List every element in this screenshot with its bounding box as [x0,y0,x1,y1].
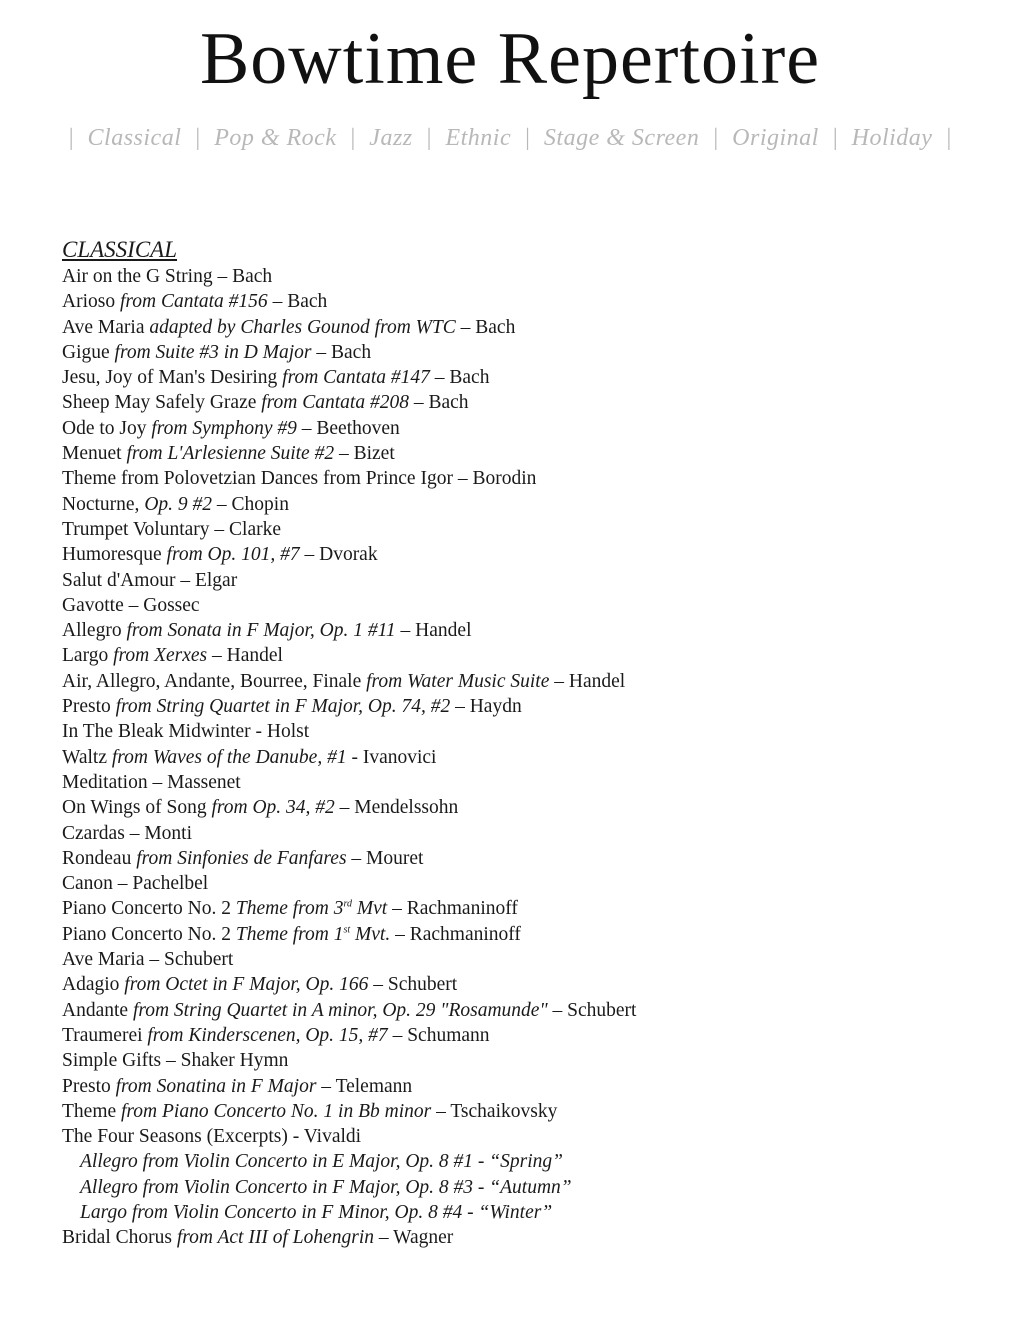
composer-separator: – [408,392,429,414]
composer-name: Mouret [366,847,424,869]
list-item [62,947,1002,972]
list-item [62,289,1002,314]
composer-separator: – [311,341,332,363]
composer-name: Handel [415,620,472,642]
composer-name: Massenet [167,771,241,793]
composer-separator: – [455,316,476,338]
composer-separator: – [175,569,195,591]
composer-separator: – [212,493,232,515]
composer-name: Pachelbel [132,873,209,895]
composer-name: Handel [226,645,283,667]
piece-source: from String Quartet in F Major, Op. 74, #2 [115,696,451,718]
piece-title: Piano Concerto No. 2 [62,923,236,945]
piece-title: Czardas [62,822,125,844]
list-item [62,972,1002,997]
piece-title: Salut d'Amour [62,569,176,591]
composer-separator: – [123,594,144,616]
composer-name: Elgar [194,569,238,591]
composer-separator: - [346,746,363,768]
nav-separator: | [426,125,432,151]
piece-title: Humoresque [62,544,167,566]
piece-source-suffix: Mvt. [350,923,391,945]
piece-title: Menuet [62,443,127,465]
composer-separator: – [316,1075,336,1097]
composer-separator: – [387,898,407,920]
piece-title: Meditation [62,771,148,793]
piece-title: Presto [62,1075,116,1097]
composer-name: Gossec [143,594,200,616]
section-heading: CLASSICAL [62,237,178,262]
composer-name: Rachmaninoff [406,898,518,920]
piece-title: Simple Gifts [62,1050,162,1072]
nav-link-holiday[interactable]: Holiday [851,125,933,151]
piece-source: from Piano Concerto No. 1 in Bb minor [121,1100,432,1122]
composer-name: Vivaldi [303,1126,362,1148]
piece-source: from Waves of the Danube, #1 [111,746,347,768]
composer-separator: – [346,847,367,869]
piece-title: Ave Maria [62,949,145,971]
piece-title: Andante [62,999,133,1021]
piece-title: Rondeau [62,847,137,869]
composer-name: Monti [144,822,192,844]
list-item [62,618,1002,643]
piece-source: from Cantata #147 [282,367,430,389]
composer-name: Bach [475,316,516,338]
composer-separator: – [299,544,320,566]
piece-title: Bridal Chorus [62,1227,177,1249]
list-item [62,315,1002,340]
composer-name: Bach [287,291,328,313]
piece-source: from L'Arlesienne Suite #2 [126,443,335,465]
nav-separator: | [195,125,201,151]
list-item [62,517,1002,542]
nav-separator: | [68,125,74,151]
piece-source: from Kinderscenen, Op. 15, #7 [147,1024,388,1046]
list-item [62,390,1002,415]
composer-separator: – [207,645,227,667]
nav-link-pop-rock[interactable]: Pop & Rock [214,125,337,151]
piece-title: On Wings of Song [62,797,212,819]
piece-source: from String Quartet in A minor, Op. 29 "Rosamunde" [132,999,548,1021]
piece-source: adapted by Charles Gounod from WTC [149,316,456,338]
piece-source: Theme from 1 [235,923,344,945]
composer-separator: - [287,1126,304,1148]
composer-separator: – [431,1100,451,1122]
piece-source: from Sinfonies de Fanfares [136,847,347,869]
piece-title: Presto [62,696,116,718]
list-item [62,795,1002,820]
piece-title: Jesu, Joy of Man's Desiring [62,367,283,389]
piece-source: from Water Music Suite [366,670,550,692]
composer-name: Schubert [567,999,637,1021]
piece-title: Gigue [62,341,115,363]
list-item [62,1023,1002,1048]
piece-source: from Suite #3 in D Major [114,341,312,363]
classical-section [62,236,1002,1251]
composer-name: Telemann [335,1075,413,1097]
piece-source-suffix: Mvt [352,898,388,920]
ordinal-suffix: st [343,924,351,936]
piece-title: Canon [62,873,113,895]
piece-title: Air, Allegro, Andante, Bourree, Finale [62,670,367,692]
composer-name: Wagner [393,1227,454,1249]
composer-separator: – [395,620,416,642]
nav-separator: | [350,125,356,151]
composer-name: Schubert [163,949,234,971]
composer-separator: – [374,1227,394,1249]
list-item [62,719,1002,744]
piece-title: Theme [62,1100,122,1122]
list-item [62,846,1002,871]
composer-separator: – [334,797,355,819]
piece-title: Ave Maria [62,316,150,338]
piece-title: Nocturne, [62,493,145,515]
nav-separator: | [946,125,952,151]
composer-separator: – [334,443,354,465]
piece-source: from Cantata #208 [261,392,409,414]
nav-separator: | [525,125,530,151]
composer-separator: – [161,1050,181,1072]
list-item [62,441,1002,466]
composer-separator: – [368,974,388,996]
composer-name: Clarke [229,518,282,540]
composer-separator: - [250,721,267,743]
composer-separator: – [124,822,145,844]
composer-name: Bach [232,266,273,287]
piece-source: from Symphony #9 [151,417,297,439]
composer-name: Haydn [469,696,522,718]
piece-source: Op. 9 #2 [144,493,213,515]
nav-link-classical[interactable]: Classical [87,125,182,151]
composer-separator: – [549,670,569,692]
composer-name: Tschaikovsky [450,1100,558,1122]
page-title: Bowtime Repertoire [199,18,821,100]
list-item [62,1074,1002,1099]
list-item [62,542,1002,567]
composer-separator: – [112,873,133,895]
list-item [62,922,1002,947]
piece-title: Theme from Polovetzian Dances from Prince Igor [62,468,453,490]
composer-name: Rachmaninoff [409,923,521,945]
piece-title: Allegro [62,620,127,642]
list-item [62,643,1002,668]
list-item [62,1149,1002,1174]
ordinal-suffix: rd [343,898,352,910]
list-item [62,1124,1002,1149]
composer-name: Shaker Hymn [180,1050,289,1072]
list-item [62,745,1002,770]
composer-separator: – [429,367,450,389]
piece-title: Waltz [62,746,112,768]
composer-name: Bach [331,341,372,363]
composer-name: Ivanovici [362,746,437,768]
piece-source: from Octet in F Major, Op. 166 [124,974,369,996]
genre-nav [0,125,1020,152]
piece-title: In The Bleak Midwinter [62,721,251,743]
nav-link-ethnic[interactable]: Ethnic [445,125,512,151]
piece-title: Traumerei [62,1024,148,1046]
composer-name: Schumann [407,1024,490,1046]
composer-separator: – [209,518,230,540]
piece-source: from Sonatina in F Major [115,1075,317,1097]
composer-name: Bach [449,367,490,389]
list-item [62,340,1002,365]
list-item [62,466,1002,491]
nav-separator: | [713,125,719,151]
composer-separator: – [296,417,317,439]
piece-source: from Op. 34, #2 [211,797,335,819]
list-item [62,1099,1002,1124]
piece-source: from Cantata #156 [119,291,268,313]
composer-name: Bach [428,392,469,414]
list-item [62,770,1002,795]
movement-text: Largo from Violin Concerto in F Minor, Op. 8 #4 - “Winter” [80,1201,553,1223]
list-item [62,365,1002,390]
movement-text: Allegro from Violin Concerto in F Major, Op. 8 #3 - “Autumn” [80,1176,572,1198]
composer-name: Holst [266,721,310,743]
composer-name: Dvorak [319,544,378,566]
list-item [62,1200,1002,1225]
list-item [62,896,1002,921]
list-item [62,492,1002,517]
piece-source: from Xerxes [113,645,208,667]
nav-separator: | [832,125,838,151]
piece-source: from Act III of Lohengrin [176,1227,374,1249]
list-item [62,416,1002,441]
piece-source: from Op. 101, #7 [166,544,300,566]
composer-separator: – [212,266,233,287]
piece-source: from Sonata in F Major, Op. 1 #11 [126,620,396,642]
list-item [62,998,1002,1023]
composer-separator: – [547,999,568,1021]
nav-link-stage-screen[interactable]: Stage & Screen [543,125,700,151]
list-item [62,1048,1002,1073]
composer-name: Borodin [472,468,537,490]
list-item [62,821,1002,846]
piece-title: The Four Seasons (Excerpts) [62,1126,288,1148]
list-item [62,568,1002,593]
list-item [62,264,1002,289]
piece-source: Theme from 3 [235,898,344,920]
piece-title: Air on the G String [62,266,213,287]
list-item [62,669,1002,694]
composer-name: Schubert [387,974,458,996]
composer-separator: – [450,696,470,718]
composer-name: Chopin [231,493,289,515]
movement-text: Allegro from Violin Concerto in E Major, Op. 8 #1 - “Spring” [80,1151,563,1173]
piece-title: Ode to Joy [62,417,152,439]
composer-separator: – [390,923,410,945]
list-item [62,593,1002,618]
piece-title: Largo [62,645,114,667]
composer-name: Handel [568,670,626,692]
piece-title: Piano Concerto No. 2 [62,898,236,920]
piece-title: Gavotte [62,594,124,616]
piece-title: Trumpet Voluntary [62,518,210,540]
list-item [62,694,1002,719]
composer-separator: – [267,291,288,313]
piece-title: Arioso [62,291,120,313]
list-item [62,1175,1002,1200]
composer-separator: – [452,468,473,490]
piece-title: Sheep May Safely Graze [62,392,262,414]
composer-name: Mendelssohn [354,797,459,819]
composer-separator: – [387,1024,408,1046]
list-item [62,1225,1002,1250]
nav-link-original[interactable]: Original [732,125,819,151]
composer-name: Beethoven [316,417,400,439]
nav-link-jazz[interactable]: Jazz [369,125,413,151]
piece-title: Adagio [62,974,125,996]
composer-name: Bizet [353,443,395,465]
repertoire-list [62,264,1002,1251]
composer-separator: – [144,949,164,971]
list-item [62,871,1002,896]
composer-separator: – [147,771,168,793]
